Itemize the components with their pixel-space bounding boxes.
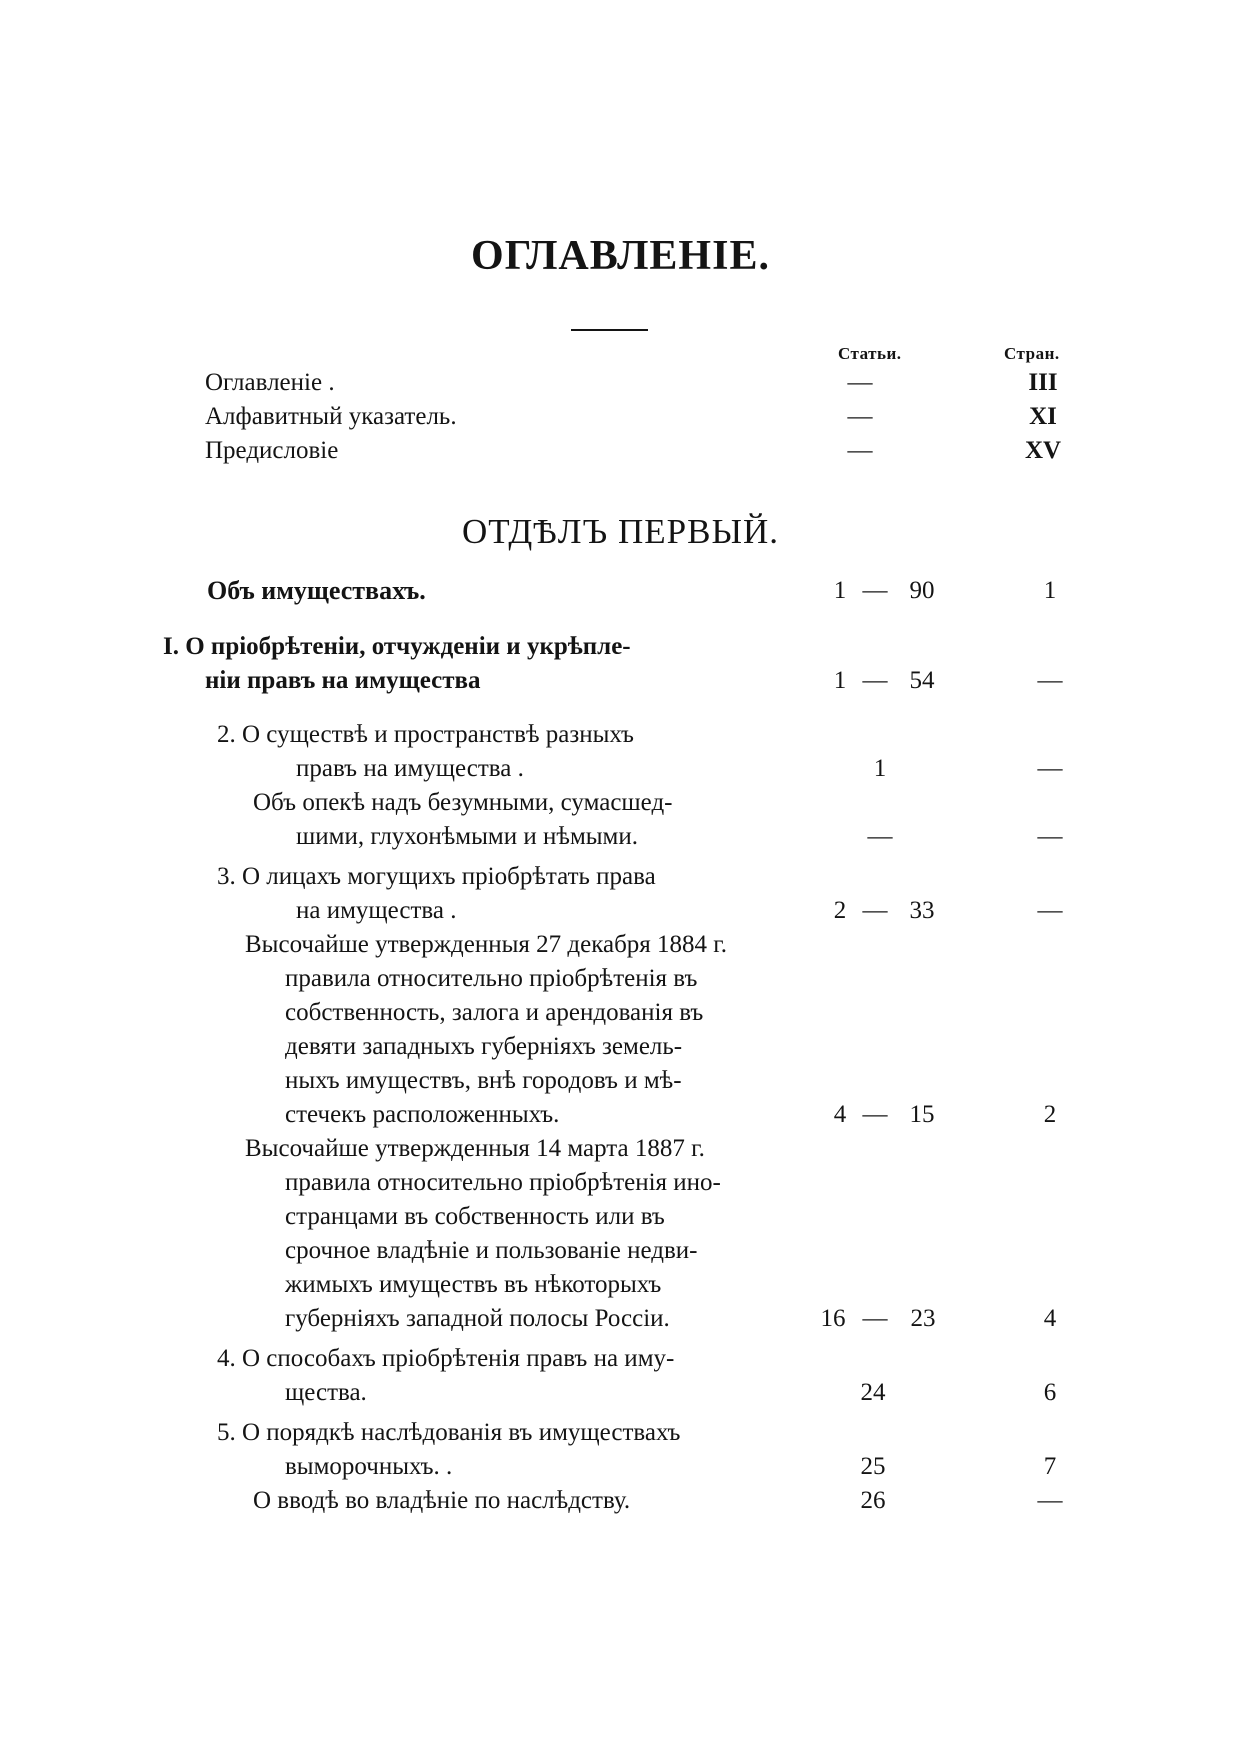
column-header-pages: Стран. — [1004, 344, 1060, 363]
toc-entry-index-articles: — — [847, 403, 873, 430]
toc-entry-preface-articles: — — [847, 437, 873, 464]
item-5-line2: выморочныхъ. . — [285, 1453, 453, 1480]
item-3b-line3: странцами въ собственность или въ — [285, 1203, 665, 1230]
item-5-articles: 25 — [860, 1453, 886, 1480]
item-3a-page: 2 — [1043, 1101, 1057, 1128]
toc-entry-contents-articles: — — [847, 369, 873, 396]
item-3a-line2: правила относительно пріобрѣтенія въ — [285, 965, 698, 992]
chapter-1-line2: ніи правъ на имущества — [205, 667, 481, 694]
toc-entry-index: Алфавитный указатель. — [205, 403, 457, 430]
title-rule — [571, 329, 648, 331]
item-3b-line2: правила относительно пріобрѣтенія ино- — [285, 1169, 721, 1196]
item-3-line2: на имущества . — [296, 897, 457, 924]
toc-entry-preface: Предисловіе — [205, 437, 339, 464]
chapter-1-line1: I. О пріобрѣтеніи, отчужденіи и укрѣпле- — [163, 633, 631, 660]
item-4-line1: 4. О способахъ пріобрѣтенія правъ на иму- — [217, 1345, 675, 1372]
item-2b-line1: Объ опекѣ надъ безумными, сумасшед- — [253, 789, 673, 816]
item-3a-to: 15 — [909, 1101, 935, 1128]
item-2-articles: 1 — [873, 755, 887, 782]
item-2b-line2: шими, глухонѣмыми и нѣмыми. — [296, 823, 639, 850]
heading-property-to: 90 — [909, 577, 935, 604]
toc-entry-contents-page: III — [1028, 369, 1058, 396]
item-4-page: 6 — [1043, 1379, 1057, 1406]
item-3a-line3: собственность, залога и арендованія въ — [285, 999, 704, 1026]
heading-property-page: 1 — [1043, 577, 1057, 604]
item-4-line2: щества. — [285, 1379, 367, 1406]
item-3a-from: 4 — [833, 1101, 847, 1128]
chapter-1-from: 1 — [833, 667, 847, 694]
item-3b-line1: Высочайше утвержденныя 14 марта 1887 г. — [245, 1135, 705, 1162]
item-5b-articles: 26 — [860, 1487, 886, 1514]
item-3b-from: 16 — [820, 1305, 846, 1332]
item-3a-line1: Высочайше утвержденныя 27 декабря 1884 г. — [245, 931, 727, 958]
item-3-page: — — [1037, 897, 1063, 924]
item-3a-line4: девяти западныхъ губерніяхъ земель- — [285, 1033, 683, 1060]
toc-entry-contents: Оглавленіе . — [205, 369, 335, 396]
item-2-line2: правъ на имущества . — [296, 755, 524, 782]
toc-entry-preface-page: XV — [1024, 437, 1062, 464]
item-3a-line5: ныхъ имуществъ, внѣ городовъ и мѣ- — [285, 1067, 682, 1094]
chapter-1-dash: — — [862, 667, 888, 694]
item-2-page: — — [1037, 755, 1063, 782]
item-5-line1: 5. О порядкѣ наслѣдованія въ имуществахъ — [217, 1419, 681, 1446]
item-3b-line6: губерніяхъ западной полосы Россіи. — [285, 1305, 670, 1332]
item-3-dash: — — [862, 897, 888, 924]
item-3-from: 2 — [833, 897, 847, 924]
item-3b-line4: срочное владѣніе и пользованіе недви- — [285, 1237, 698, 1264]
item-5b-page: — — [1037, 1487, 1063, 1514]
item-3b-line5: жимыхъ имуществъ въ нѣкоторыхъ — [285, 1271, 662, 1298]
heading-property-dash: — — [862, 577, 888, 604]
item-3b-page: 4 — [1043, 1305, 1057, 1332]
item-3b-to: 23 — [910, 1305, 936, 1332]
chapter-1-page: — — [1037, 667, 1063, 694]
item-5-page: 7 — [1043, 1453, 1057, 1480]
item-2b-articles: — — [867, 823, 893, 850]
item-4-articles: 24 — [860, 1379, 886, 1406]
page-title: ОГЛАВЛЕНІЕ. — [471, 233, 770, 279]
chapter-1-to: 54 — [909, 667, 935, 694]
item-3a-dash: — — [862, 1101, 888, 1128]
toc-entry-index-page: XI — [1029, 403, 1057, 430]
item-3b-dash: — — [862, 1305, 888, 1332]
item-3a-line6: стечекъ расположенныхъ. — [285, 1101, 560, 1128]
item-5b-line1: О вводѣ во владѣніе по наслѣдству. — [253, 1487, 631, 1514]
item-3-to: 33 — [909, 897, 935, 924]
heading-property: Объ имуществахъ. — [207, 576, 426, 605]
column-header-articles: Статьи. — [838, 344, 902, 363]
item-2-line1: 2. О существѣ и пространствѣ разныхъ — [217, 721, 634, 748]
item-3-line1: 3. О лицахъ могущихъ пріобрѣтать права — [217, 863, 656, 890]
section-heading: ОТДѢЛЪ ПЕРВЫЙ. — [461, 512, 780, 551]
heading-property-from: 1 — [833, 577, 847, 604]
item-2b-page: — — [1037, 823, 1063, 850]
